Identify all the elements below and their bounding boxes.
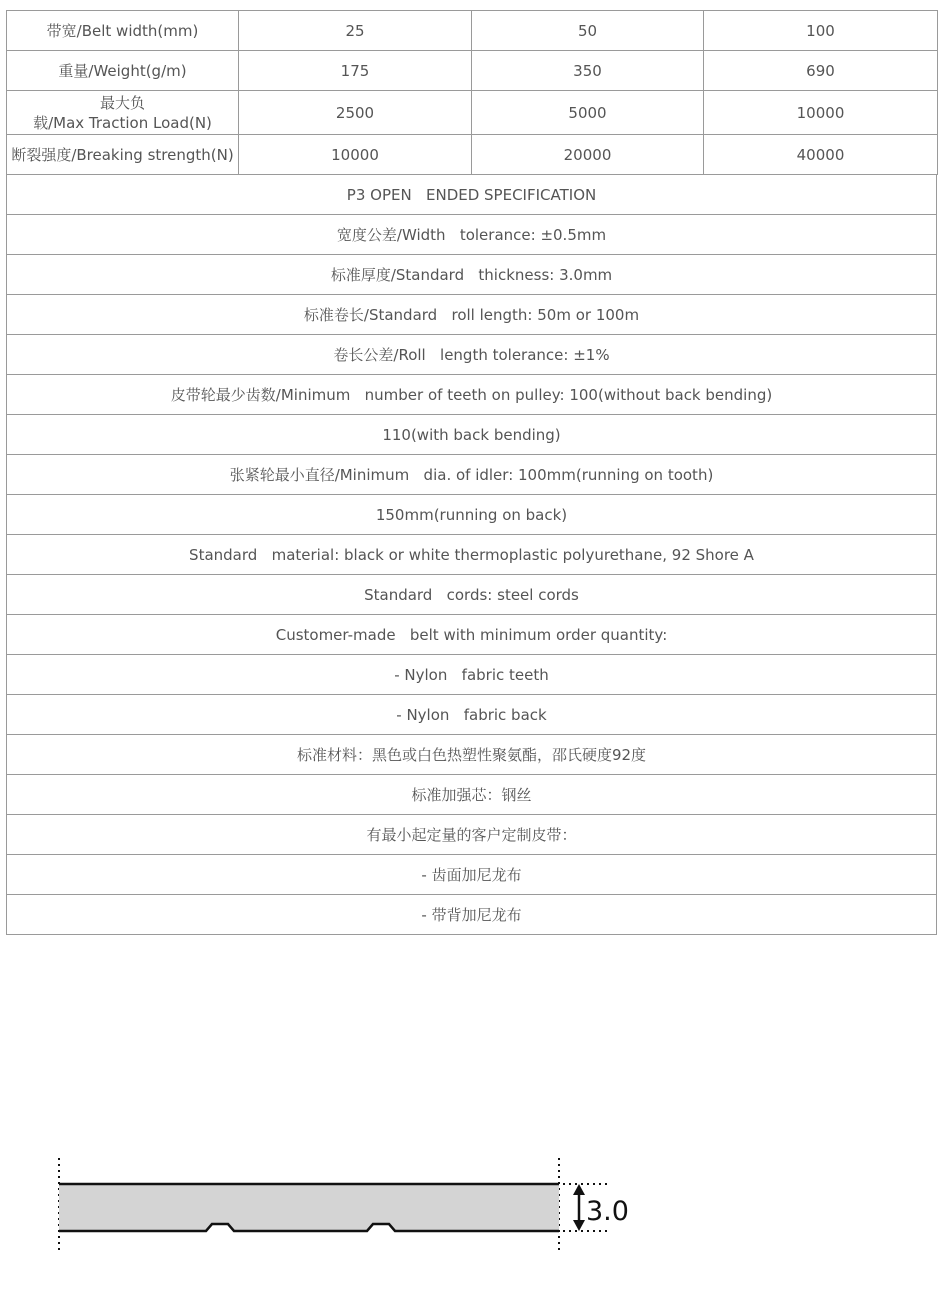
table-row [7, 135, 938, 175]
spec-title-row [7, 175, 937, 215]
spec-customer-made-cn: 有最小起定量的客户定制皮带： [7, 815, 937, 855]
spec-row [7, 415, 937, 455]
spec-nylon-back-cn: - 带背加尼龙布 [7, 895, 937, 935]
spec-row [7, 215, 937, 255]
row-label-breaking-strength: 断裂强度/Breaking strength(N) [7, 135, 239, 175]
spec-row [7, 375, 937, 415]
belt-profile-diagram [50, 1148, 650, 1258]
spec-row [7, 775, 937, 815]
spec-row [7, 575, 937, 615]
table-cell: 350 [472, 51, 704, 91]
table-row [7, 11, 938, 51]
spec-row [7, 655, 937, 695]
spec-row [7, 335, 937, 375]
open-ended-spec-table [6, 174, 937, 935]
spec-roll-length-tolerance: 卷长公差/Roll length tolerance: ±1% [7, 335, 937, 375]
belt-body [59, 1184, 559, 1231]
spec-row [7, 895, 937, 935]
spec-nylon-back: - Nylon fabric back [7, 695, 937, 735]
row-label-max-traction-load: 最大负 载/Max Traction Load(N) [7, 91, 239, 135]
table-cell: 25 [239, 11, 472, 51]
spec-min-teeth: 皮带轮最少齿数/Minimum number of teeth on pulley: 100(without back bending) [7, 375, 937, 415]
table-cell: 40000 [704, 135, 938, 175]
table-row [7, 51, 938, 91]
table-cell: 2500 [239, 91, 472, 135]
spec-row [7, 495, 937, 535]
belt-spec-table [6, 10, 938, 175]
table-cell: 100 [704, 11, 938, 51]
spec-nylon-teeth: - Nylon fabric teeth [7, 655, 937, 695]
table-cell: 10000 [704, 91, 938, 135]
spec-row [7, 855, 937, 895]
arrow-down-icon [573, 1220, 585, 1231]
spec-nylon-teeth-cn: - 齿面加尼龙布 [7, 855, 937, 895]
spec-roll-length: 标准卷长/Standard roll length: 50m or 100m [7, 295, 937, 335]
spec-row [7, 255, 937, 295]
spec-width-tolerance: 宽度公差/Width tolerance: ±0.5mm [7, 215, 937, 255]
table-cell: 175 [239, 51, 472, 91]
table-cell: 10000 [239, 135, 472, 175]
spec-row [7, 695, 937, 735]
spec-material-cn: 标准材料：黑色或白色热塑性聚氨酯，邵氏硬度92度 [7, 735, 937, 775]
spec-idler-dia-back: 150mm(running on back) [7, 495, 937, 535]
row-label-belt-width: 带宽/Belt width(mm) [7, 11, 239, 51]
spec-title: P3 OPEN ENDED SPECIFICATION [7, 175, 937, 215]
table-cell: 20000 [472, 135, 704, 175]
spec-material: Standard material: black or white thermoplastic polyurethane, 92 Shore A [7, 535, 937, 575]
spec-row [7, 735, 937, 775]
spec-min-teeth-back-bending: 110(with back bending) [7, 415, 937, 455]
table-cell: 50 [472, 11, 704, 51]
spec-row [7, 455, 937, 495]
thickness-label: 3.0 [586, 1196, 629, 1227]
spec-thickness: 标准厚度/Standard thickness: 3.0mm [7, 255, 937, 295]
spec-row [7, 535, 937, 575]
spec-idler-dia: 张紧轮最小直径/Minimum dia. of idler: 100mm(running on tooth) [7, 455, 937, 495]
spec-row [7, 615, 937, 655]
spec-cords: Standard cords: steel cords [7, 575, 937, 615]
spec-row [7, 815, 937, 855]
spec-cords-cn: 标准加强芯：钢丝 [7, 775, 937, 815]
spec-row [7, 295, 937, 335]
table-cell: 690 [704, 51, 938, 91]
arrow-up-icon [573, 1184, 585, 1195]
spec-customer-made: Customer-made belt with minimum order quantity: [7, 615, 937, 655]
row-label-weight: 重量/Weight(g/m) [7, 51, 239, 91]
table-row [7, 91, 938, 135]
table-cell: 5000 [472, 91, 704, 135]
